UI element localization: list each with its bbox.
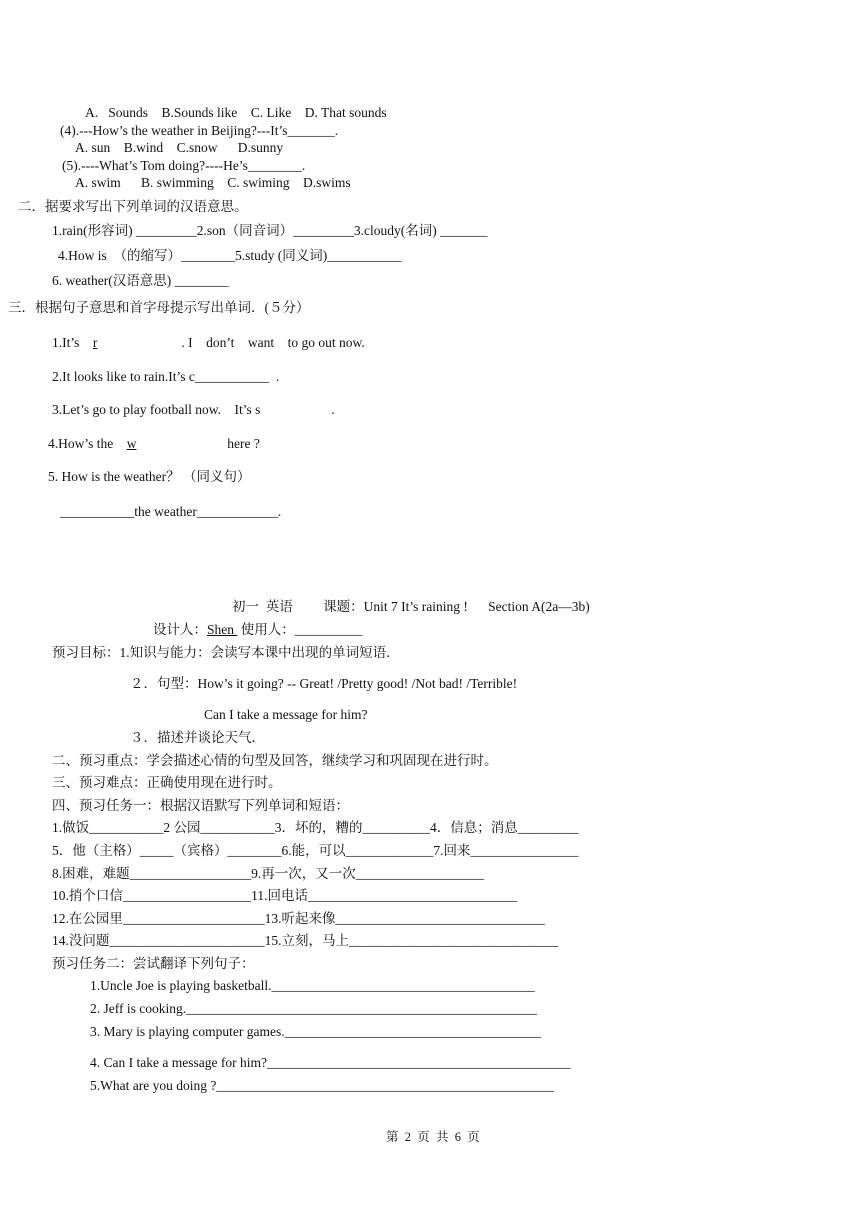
q4-options: A. sun B.wind C.snow D.sunny (75, 140, 284, 155)
q5-options: A. swim B. swimming C. swiming D.swims (75, 175, 351, 190)
section3-q1 (52, 335, 365, 351)
task2-line: 2. Jeff is cooking.____________________________________________________ (90, 1001, 538, 1016)
task1-line: 10.捎个口信___________________11.回电话_______________________________ (52, 888, 518, 903)
lesson-difficulty: 三、预习难点：正确使用现在进行时。 (52, 775, 282, 790)
q4-question: (4).---How’s the weather in Beijing?---It’s_______. (60, 123, 339, 138)
designer-line (153, 622, 362, 638)
section3-q5-answer: ___________the weather____________. (60, 504, 282, 519)
goal-2: ２．句型：How’s it going? -- Great! /Pretty good! /Not bad! /Terrible! (130, 676, 518, 691)
page-footer: 第 2 页 共 6 页 (386, 1130, 480, 1144)
q3-options: A. Sounds B.Sounds like C. Like D. That sounds (85, 105, 387, 120)
section2-line2: 4.How is （的缩写）________5.study (同义词)___________ (58, 248, 402, 263)
user-label: 使用人：__________ (237, 622, 363, 637)
task2-line: 5.What are you doing ?__________________________________________________ (90, 1078, 554, 1093)
task1-line: 12.在公园里_____________________13.听起来像_______________________________ (52, 911, 545, 926)
section2-heading: 二．据要求写出下列单词的汉语意思。 (18, 199, 248, 214)
task2-heading: 预习任务二：尝试翻译下列句子： (52, 956, 255, 971)
goal-1: 预习目标：1.知识与能力：会读写本课中出现的单词短语． (52, 645, 400, 660)
section3-q3: 3.Let’s go to play football now. It’s s . (52, 402, 335, 417)
task1-line: 8.困难，难题__________________9.再一次，又一次___________________ (52, 866, 484, 881)
lesson-focus: 二、预习重点：学会描述心情的句型及回答，继续学习和巩固现在进行时。 (52, 753, 498, 768)
q4-text: 4.How’s the (48, 436, 127, 451)
lesson-title: 初一 英语 课题：Unit 7 It’s raining ! Section A(2a—3b) (232, 599, 590, 614)
task1-line: 1.做饭___________2 公园___________3．坏的，糟的__________4．信息；消息_________ (52, 820, 579, 835)
task1-heading: 四、预习任务一：根据汉语默写下列单词和短语： (52, 798, 349, 813)
section2-line3: 6. weather(汉语意思) ________ (52, 273, 229, 288)
task2-line: 1.Uncle Joe is playing basketball._______________________________________ (90, 978, 535, 993)
section3-q2: 2.It looks like to rain.It’s c___________ . (52, 369, 280, 384)
designer-name: Shen (207, 622, 238, 637)
q1-rest: . I don’t want to go out now. (181, 335, 365, 350)
task1-line: 14.没问题_______________________15.立刻，马上_______________________________ (52, 933, 559, 948)
section3-q5: 5. How is the weather？ （同义句） (48, 469, 251, 484)
section3-q4 (48, 436, 260, 452)
goal-2b: Can I take a message for him? (204, 707, 368, 722)
task2-line: 4. Can I take a message for him?_____________________________________________ (90, 1055, 571, 1070)
section3-heading: 三．根据句子意思和首字母提示写出单词．(５分） (8, 300, 310, 315)
q1-text: 1.It’s (52, 335, 93, 350)
q4-hint-letter: w (126, 436, 137, 451)
q5-question: (5).----What’s Tom doing?----He’s________. (62, 158, 306, 173)
goal-3: ３．描述并谈论天气． (130, 730, 265, 745)
task1-line: 5．他（主格）_____（宾格）________6.能，可以_____________7.回来________________ (52, 843, 579, 858)
q4-rest: here ? (220, 436, 260, 451)
section2-line1: 1.rain(形容词) _________2.son（同音词）_________3.cloudy(名词) _______ (52, 223, 488, 238)
task2-line: 3. Mary is playing computer games.______________________________________ (90, 1024, 542, 1039)
designer-label: 设计人： (153, 622, 207, 637)
q1-hint-letter: r (92, 335, 98, 350)
